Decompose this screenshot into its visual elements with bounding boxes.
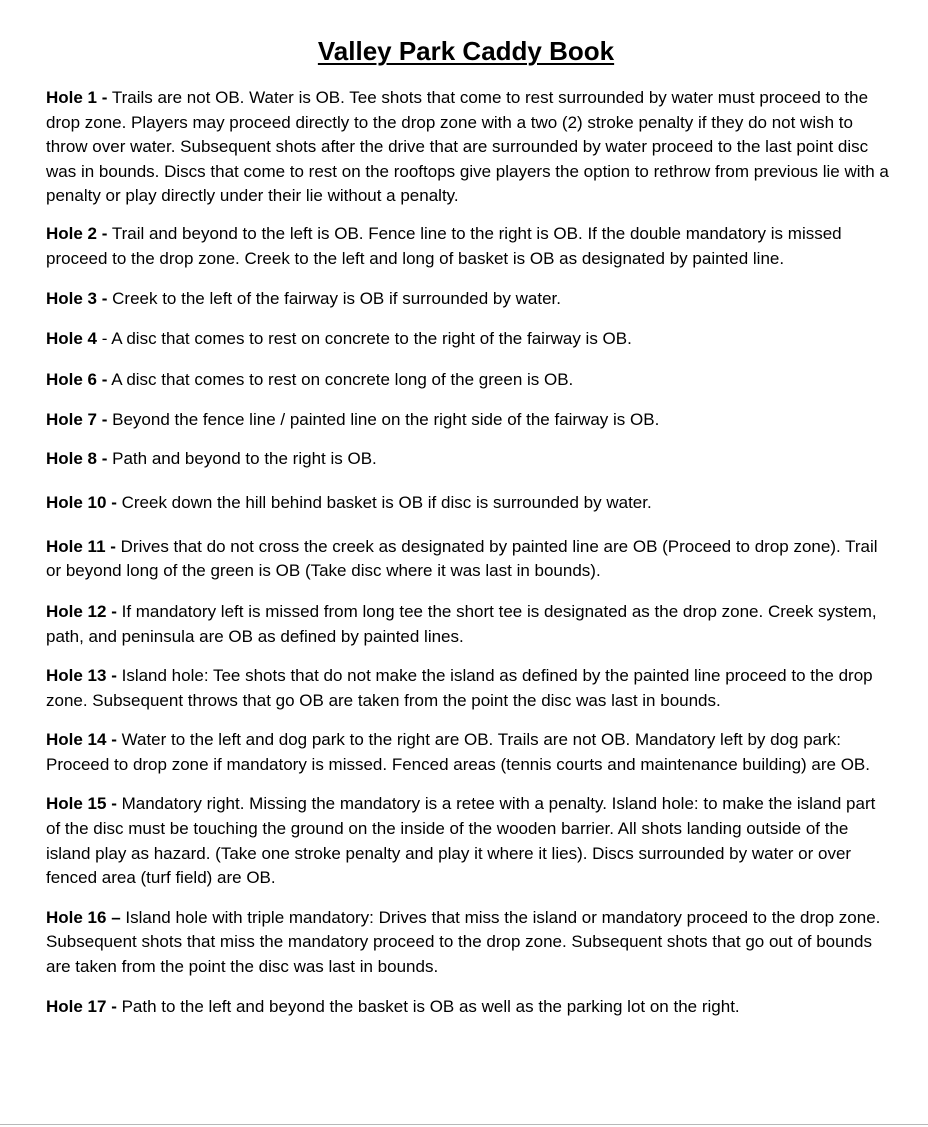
hole-label: Hole 12 - <box>46 601 117 621</box>
hole-label: Hole 15 - <box>46 794 117 814</box>
hole-rule-text: Beyond the fence line / painted line on the right side of the fairway is OB. <box>112 409 660 429</box>
hole-label: Hole 11 - <box>46 536 116 556</box>
hole-rule-text: A disc that comes to rest on concrete long of the green is OB. <box>111 370 574 390</box>
hole-rule-text: Water to the left and dog park to the right are OB. Trails are not OB. Mandatory left by dog park: Proceed to drop zone if mandatory is missed. Fenced areas (tennis courts and maintenance building) are OB. <box>46 730 870 774</box>
hole-label: Hole 1 - <box>46 88 108 107</box>
hole-label: Hole 10 - <box>46 493 117 513</box>
hole-rule-text: Drives that do not cross the creek as designated by painted line are OB (Proceed to drop zone). Trail or beyond long of the green is OB (Take disc where it was last in bounds). <box>46 536 878 581</box>
hole-label: Hole 16 – <box>46 907 121 927</box>
hole-rule-text: Mandatory right. Missing the mandatory is a retee with a penalty. Island hole: to make the island part of the disc must be touching the ground on the inside of the wooden barrier. All shots landing outside of the island play as hazard. (Take one stroke penalty and play it where it lies). Discs surrounded by water or over fenced area (turf field) are OB. <box>46 794 876 888</box>
hole-label: Hole 17 - <box>46 996 117 1016</box>
hole-rule-3 <box>46 287 892 312</box>
hole-rule-16 <box>46 906 892 980</box>
hole-rule-17 <box>46 995 892 1020</box>
hole-label: Hole 14 - <box>46 730 117 750</box>
hole-rule-12 <box>46 600 892 649</box>
hole-rule-14 <box>46 728 892 777</box>
hole-rule-15 <box>46 792 892 890</box>
hole-rule-10 <box>46 491 892 516</box>
hole-rule-text: Creek down the hill behind basket is OB if disc is surrounded by water. <box>121 493 652 513</box>
hole-rule-7 <box>46 408 892 433</box>
hole-rule-13 <box>46 664 892 713</box>
hole-label: Hole 4 <box>46 328 98 348</box>
hole-rule-text: Island hole with triple mandatory: Drives that miss the island or mandatory proceed to the drop zone. Subsequent shots that miss the mandatory proceed to the drop zone. Subsequent shots that go out of bounds are taken from the point the disc was last in bounds. <box>46 907 881 977</box>
hole-rule-text: Path and beyond to the right is OB. <box>112 448 377 468</box>
hole-label: Hole 7 - <box>46 409 108 429</box>
hole-rule-text: Island hole: Tee shots that do not make the island as defined by the painted line proceed to the drop zone. Subsequent throws that go OB are taken from the point the disc was last in bounds. <box>46 666 873 710</box>
hole-rules-list <box>46 86 892 1019</box>
hole-rule-text: - A disc that comes to rest on concrete to the right of the fairway is OB. <box>101 328 632 348</box>
hole-rule-1 <box>46 86 892 209</box>
document-title: Valley Park Caddy Book <box>317 36 615 66</box>
hole-rule-11 <box>46 535 892 584</box>
hole-rule-text: Creek to the left of the fairway is OB if surrounded by water. <box>112 289 561 309</box>
hole-rule-text: If mandatory left is missed from long tee the short tee is designated as the drop zone. Creek system, path, and peninsula are OB as defined by painted lines. <box>46 601 877 646</box>
page-bottom-divider <box>0 1124 928 1125</box>
hole-rule-text: Path to the left and beyond the basket is OB as well as the parking lot on the right. <box>121 996 740 1016</box>
hole-rule-2 <box>46 222 892 271</box>
hole-rule-text: Trails are not OB. Water is OB. Tee shots that come to rest surrounded by water must proceed to the drop zone. Players may proceed directly to the drop zone with a two (2) stroke penalty if they do not wish to throw over water. Subsequent shots after the drive that are surrounded by water proceed to the last point disc was in bounds. Discs that come to rest on the rooftops give players the option to rethrow from previous lie with a penalty or play directly under their lie without a penalty. <box>46 88 889 206</box>
hole-label: Hole 3 - <box>46 289 108 309</box>
hole-rule-8 <box>46 447 892 472</box>
hole-rule-6 <box>46 368 892 393</box>
hole-label: Hole 2 - <box>46 223 108 243</box>
hole-label: Hole 8 - <box>46 448 108 468</box>
hole-label: Hole 13 - <box>46 666 117 686</box>
hole-rule-4 <box>46 327 892 352</box>
hole-rule-text: Trail and beyond to the left is OB. Fence line to the right is OB. If the double mandatory is missed proceed to the drop zone. Creek to the left and long of basket is OB as designated by painted line. <box>46 223 842 268</box>
hole-label: Hole 6 - <box>46 370 108 390</box>
